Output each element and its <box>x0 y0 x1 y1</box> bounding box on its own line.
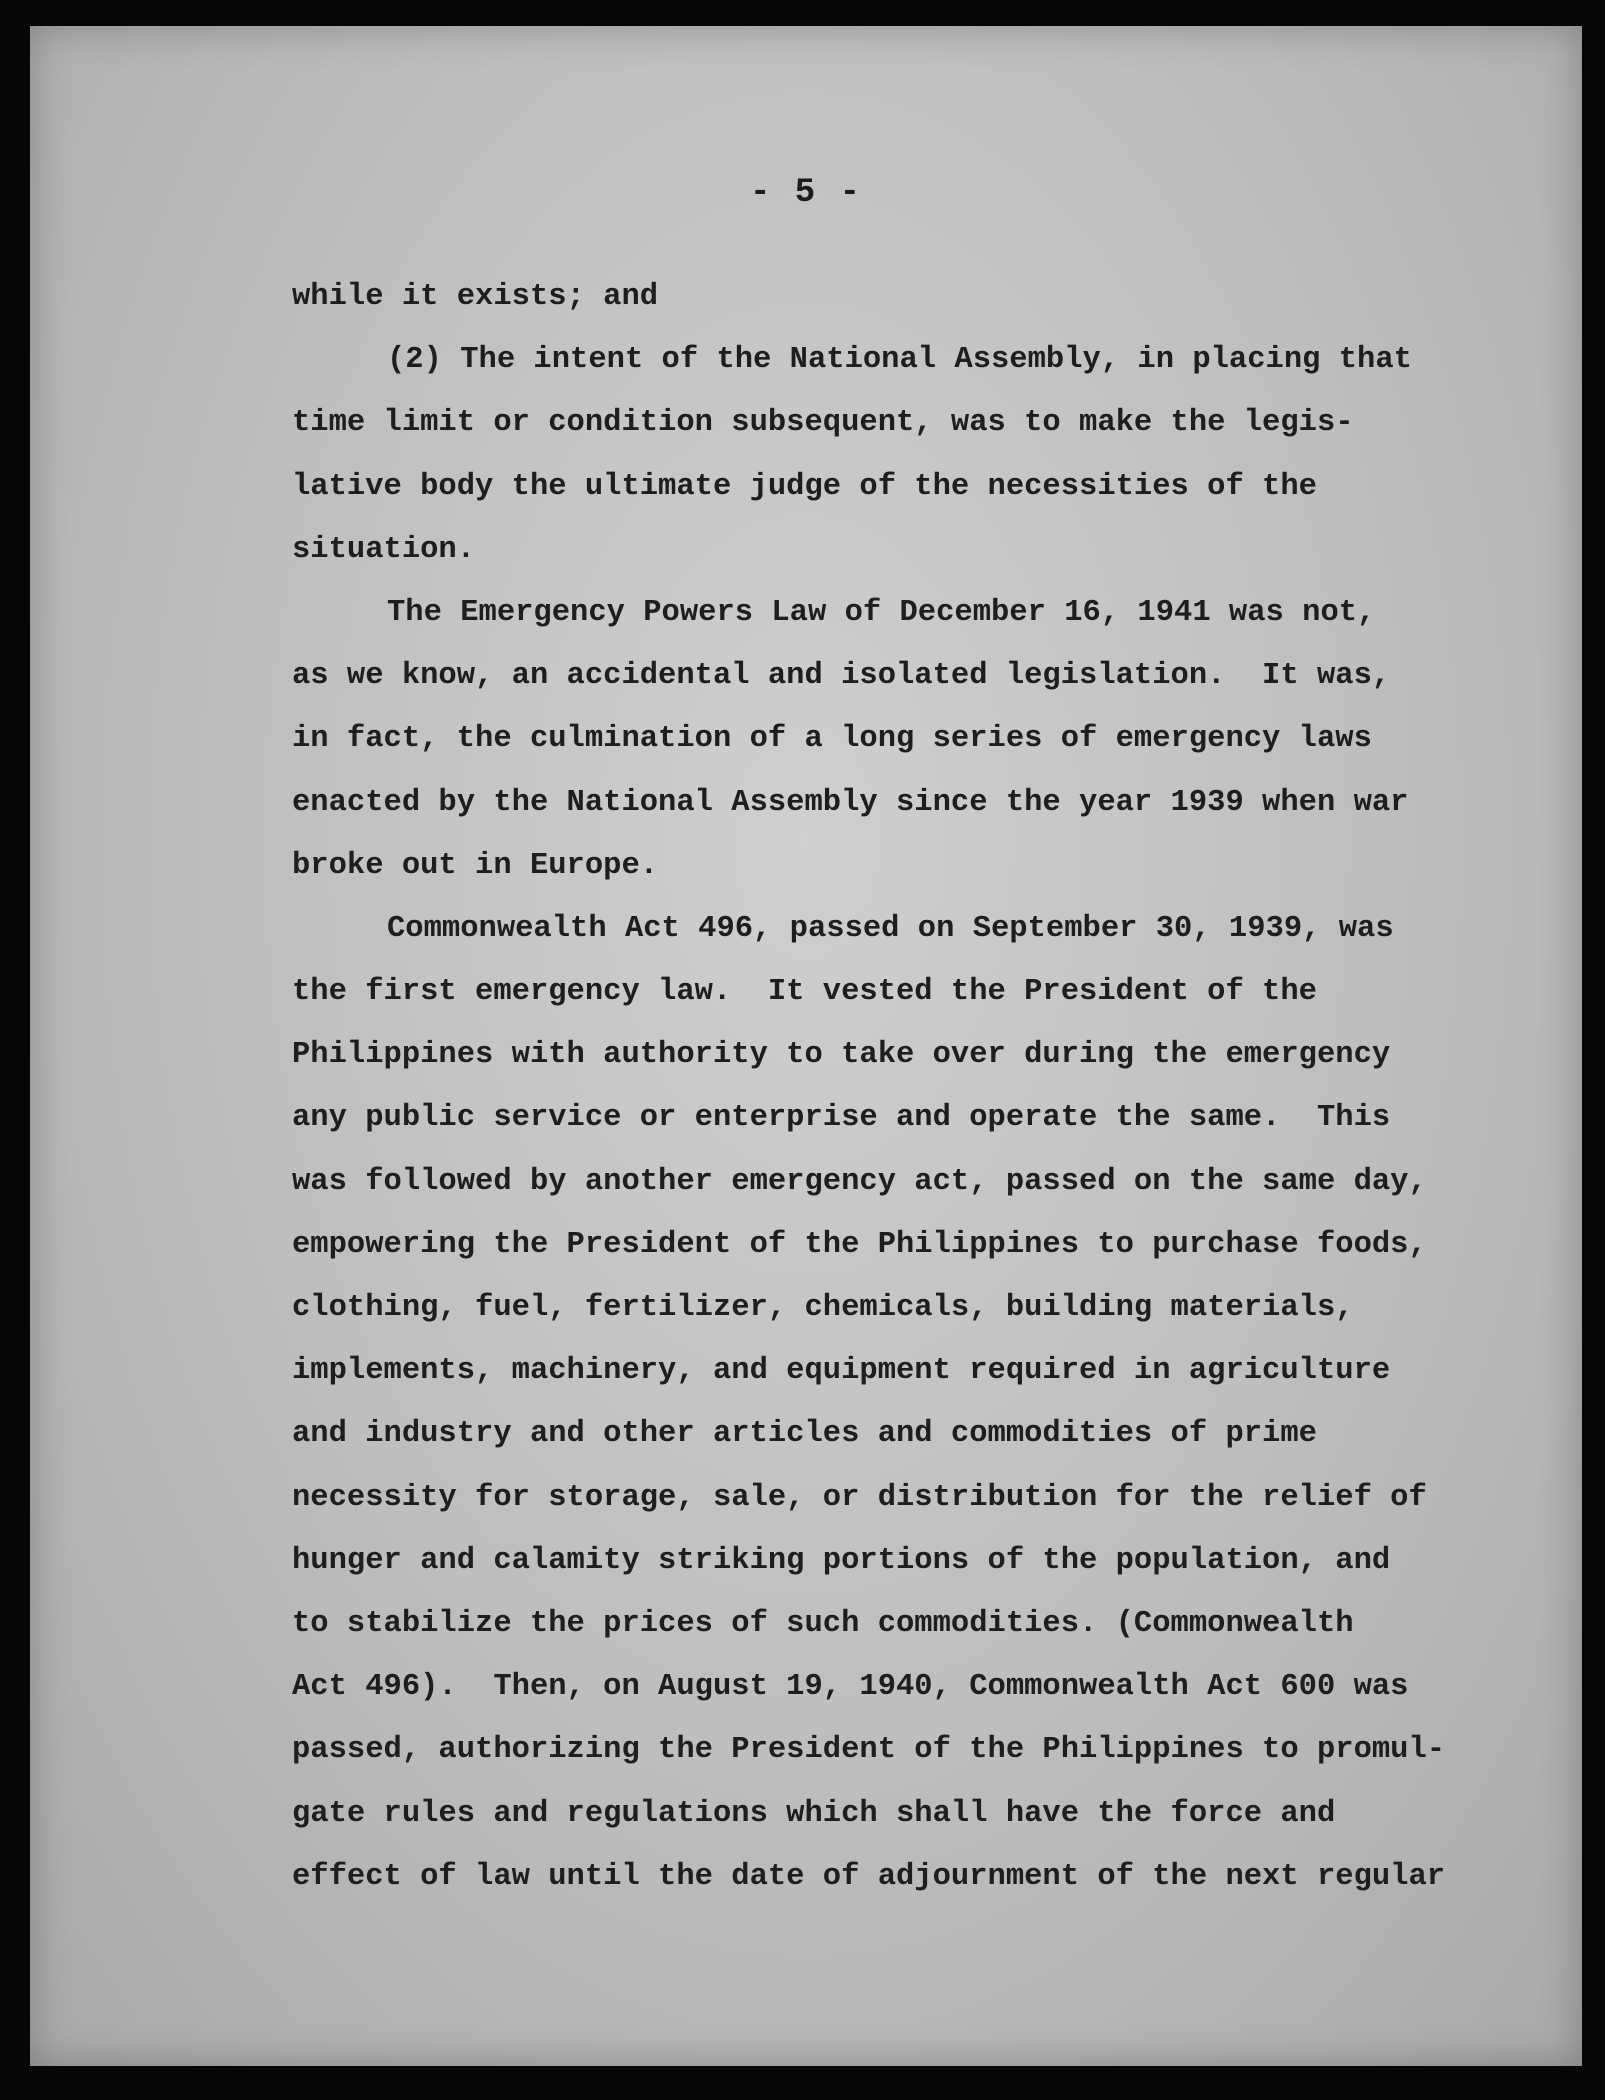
text-line: as we know, an accidental and isolated legislation. It was, <box>292 659 1391 694</box>
text-line: any public service or enterprise and operate the same. This <box>292 1101 1391 1136</box>
text-line: hunger and calamity striking portions of the population, and <box>292 1543 1391 1578</box>
text-line: enacted by the National Assembly since the year 1939 when war <box>292 785 1409 820</box>
text-line: gate rules and regulations which shall have the force and <box>292 1796 1336 1831</box>
text-line: was followed by another emergency act, passed on the same day, <box>292 1164 1427 1199</box>
text-line: clothing, fuel, fertilizer, chemicals, building materials, <box>292 1291 1354 1325</box>
text-line: lative body the ultimate judge of the necessities of the <box>292 469 1317 504</box>
text-line: Philippines with authority to take over during the emergency <box>292 1038 1391 1073</box>
text-line: implements, machinery, and equipment required in agriculture <box>292 1354 1391 1389</box>
text-line: the first emergency law. It vested the President of the <box>292 975 1317 1010</box>
text-line: while it exists; and <box>292 280 659 314</box>
text-line: Act 496). Then, on August 19, 1940, Commonwealth Act 600 was <box>292 1670 1409 1705</box>
text-line: in fact, the culmination of a long series of emergency laws <box>292 722 1372 757</box>
text-line: time limit or condition subsequent, was to make the legis- <box>292 406 1354 441</box>
text-line: necessity for storage, sale, or distribution for the relief of <box>292 1480 1427 1515</box>
page-number: - 5 - <box>749 174 863 212</box>
text-line: broke out in Europe. <box>292 848 659 883</box>
text-line: to stabilize the prices of such commodities. (Commonwealth <box>292 1606 1354 1641</box>
body-text <box>292 266 1532 1909</box>
text-line: (2) The intent of the National Assembly, in placing that <box>387 343 1412 378</box>
text-line: Commonwealth Act 496, passed on September 30, 1939, was <box>387 911 1394 946</box>
text-line: and industry and other articles and commodities of prime <box>292 1417 1317 1452</box>
text-line: effect of law until the date of adjournment of the next regular <box>292 1859 1446 1894</box>
text-line: empowering the President of the Philippines to purchase foods, <box>292 1227 1427 1262</box>
text-line: situation. <box>292 532 476 567</box>
text-line: The Emergency Powers Law of December 16, 1941 was not, <box>387 595 1376 630</box>
typewritten-page <box>30 26 1582 2066</box>
text-line: passed, authorizing the President of the Philippines to promul- <box>292 1733 1446 1768</box>
